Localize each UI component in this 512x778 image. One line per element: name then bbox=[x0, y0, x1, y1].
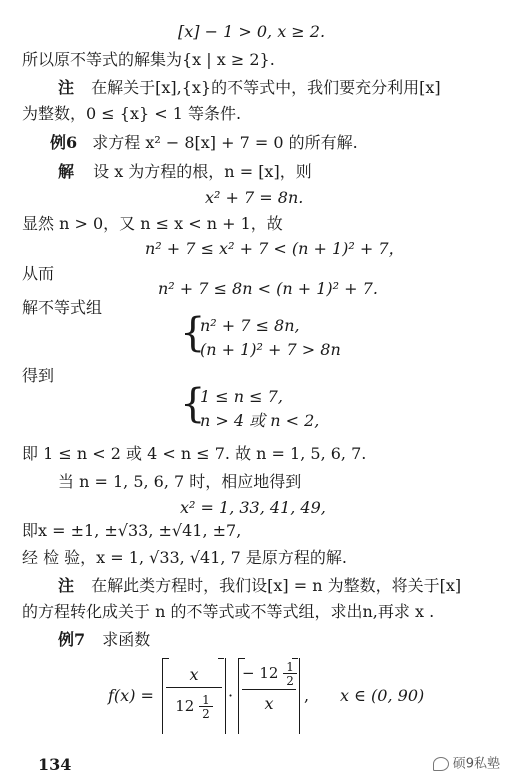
line-18: 即 1 ≤ n < 2 或 4 < n ≤ 7. 故 n = 1, 5, 6, 7. bbox=[22, 444, 367, 463]
watermark bbox=[433, 757, 500, 771]
solution-text: 设 x 为方程的根，n = [x]，则 bbox=[93, 162, 312, 181]
multiply-dot: · bbox=[228, 686, 234, 705]
note-text: 在解关于[x],{x}的不等式中，我们要充分利用[x] bbox=[91, 78, 441, 97]
function-domain: x ∈ (0, 90) bbox=[340, 686, 425, 705]
inequality-1: n² + 7 ≤ x² + 7 < (n + 1)² + 7， bbox=[145, 239, 405, 258]
example-6 bbox=[50, 135, 358, 151]
function-lhs: f(x) = bbox=[108, 686, 154, 705]
system-2-line-2: n > 4 或 n < 2, bbox=[200, 411, 320, 430]
page-number: 134 bbox=[38, 755, 72, 774]
note-label: 注 bbox=[58, 576, 75, 595]
line-22: 经 检 验，x = 1, √33, √41, 7 是原方程的解. bbox=[22, 548, 347, 567]
system-brace-1: { bbox=[180, 310, 206, 356]
equation-1: x² + 7 = 8n. bbox=[205, 188, 304, 207]
note-text: 在解此类方程时，我们设[x] = n 为整数，将关于[x] bbox=[91, 576, 462, 595]
system-2-line-1: 1 ≤ n ≤ 7, bbox=[200, 387, 283, 406]
example-label: 例7 bbox=[58, 630, 86, 649]
fraction-2-numerator: − 12 $\frac{1}{2}$ bbox=[242, 661, 296, 689]
line-24: 的方程转化成关于 n 的不等式或不等式组，求出n,再求 x . bbox=[22, 602, 435, 621]
solution-line bbox=[58, 164, 312, 180]
fraction-1 bbox=[166, 667, 222, 720]
fraction-2 bbox=[242, 661, 296, 712]
example-7 bbox=[58, 632, 150, 648]
example-text: 求函数 bbox=[102, 630, 151, 649]
example-label: 例6 bbox=[50, 133, 78, 152]
watermark-text: 硕9私塾 bbox=[452, 756, 500, 772]
note-2 bbox=[58, 578, 461, 594]
system-brace-2: { bbox=[180, 381, 206, 427]
example-text: 求方程 x² − 8[x] + 7 = 0 的所有解. bbox=[92, 133, 358, 152]
line-19: 当 n = 1, 5, 6, 7 时，相应地得到 bbox=[58, 472, 302, 491]
fraction-1-numerator: x bbox=[189, 665, 199, 684]
line-8: 显然 n > 0，又 n ≤ x < n + 1，故 bbox=[22, 214, 283, 233]
line-10: 从而 bbox=[22, 264, 55, 283]
line-15: 得到 bbox=[22, 366, 55, 385]
line-2: 所以原不等式的解集为{x | x ≥ 2}. bbox=[22, 50, 275, 69]
line-21: 即x = ±1, ±√33, ±√41, ±7, bbox=[22, 521, 242, 540]
note-1 bbox=[58, 80, 441, 96]
solution-label: 解 bbox=[58, 162, 75, 181]
note-label: 注 bbox=[58, 78, 75, 97]
equation-2: x² = 1, 33, 41, 49, bbox=[180, 498, 326, 517]
line-1: [x] − 1 > 0, x ≥ 2. bbox=[178, 22, 326, 41]
line-12: 解不等式组 bbox=[22, 298, 103, 317]
fraction-1-denominator: 12 $\frac{1}{2}$ bbox=[166, 687, 222, 720]
function-comma: , bbox=[304, 686, 310, 705]
line-4: 为整数，0 ≤ {x} < 1 等条件. bbox=[22, 104, 242, 123]
system-1-line-2: (n + 1)² + 7 > 8n bbox=[200, 340, 341, 359]
wechat-icon bbox=[433, 757, 449, 771]
system-1-line-1: n² + 7 ≤ 8n, bbox=[200, 316, 300, 335]
fraction-2-denominator: x bbox=[242, 689, 296, 712]
inequality-2: n² + 7 ≤ 8n < (n + 1)² + 7. bbox=[158, 279, 378, 298]
